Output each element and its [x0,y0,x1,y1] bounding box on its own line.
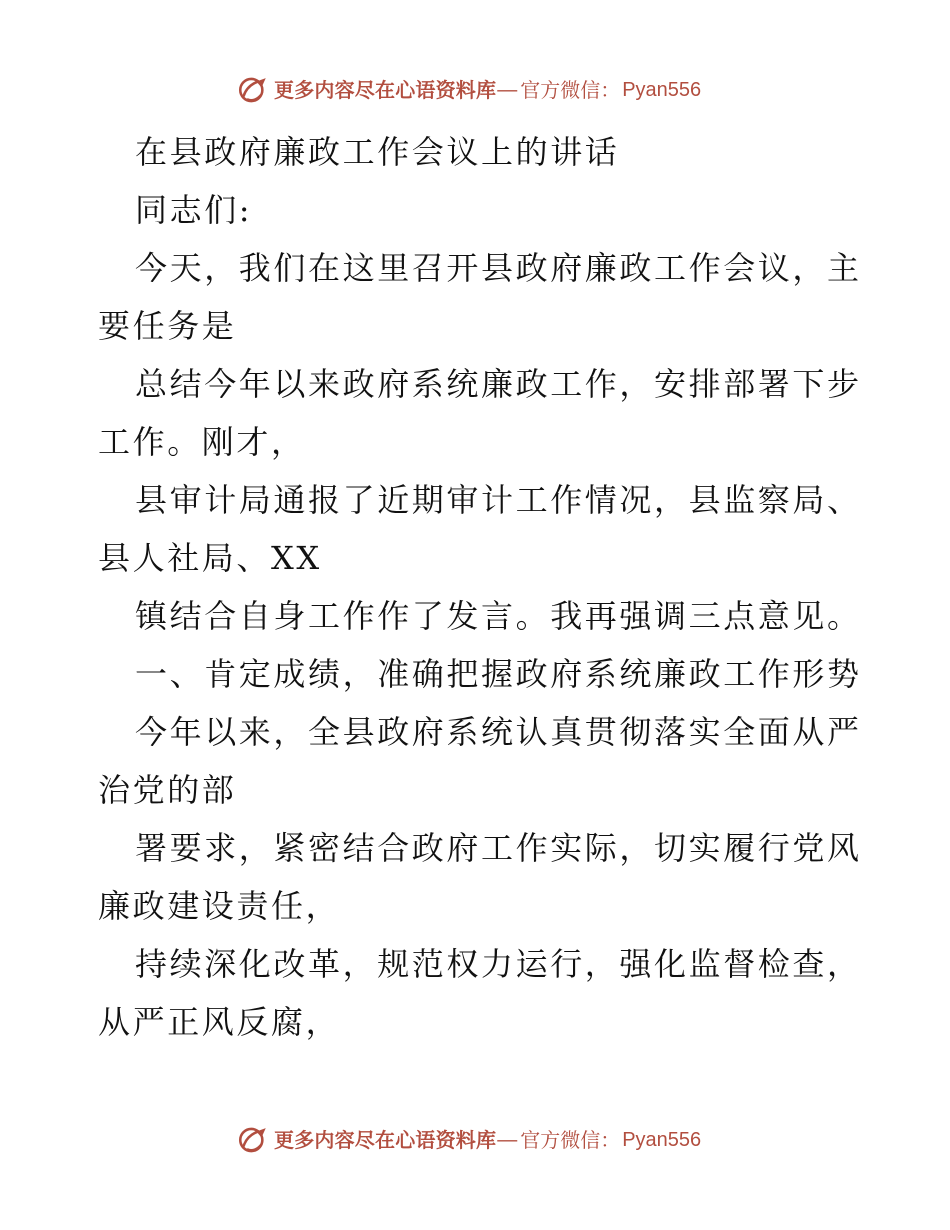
paragraph-line-13: 持续深化改革，规范权力运行，强化监督检查， [135,945,862,983]
paragraph-line-11: 署要求，紧密结合政府工作实际，切实履行党风 [135,829,862,867]
paragraph-line-12: 廉政建设责任， [98,887,341,925]
watermark-text [274,1130,701,1150]
watermark-dash: — [497,1129,518,1151]
paragraph-line-1: 今天，我们在这里召开县政府廉政工作会议，主 [135,249,862,287]
paragraph-line-3: 总结今年以来政府系统廉政工作，安排部署下步 [135,365,862,403]
document-body [98,123,862,1051]
paragraph-line-14: 从严正风反腐， [98,1003,341,1041]
paragraph-line-4: 工作。刚才， [98,423,306,461]
section-heading-1: 一、肯定成绩，准确把握政府系统廉政工作形势 [135,655,862,693]
watermark-wechat-label: 官方微信： [520,78,621,102]
paragraph-line-5: 县审计局通报了近期审计工作情况，县监察局、 [135,481,862,519]
salutation: 同志们: [135,191,253,229]
header-watermark [236,72,736,108]
watermark-dash: — [497,79,518,101]
watermark-main-text: 更多内容尽在心语资料库 [274,1128,497,1152]
paragraph-line-9: 今年以来，全县政府系统认真贯彻落实全面从严 [135,713,862,751]
pen-logo-icon [236,1123,270,1157]
paragraph-line-10: 治党的部 [98,771,237,809]
footer-watermark [236,1122,736,1158]
watermark-main-text: 更多内容尽在心语资料库 [274,78,497,102]
paragraph-line-6: 县人社局、XX [98,539,322,577]
paragraph-line-7: 镇结合自身工作作了发言。我再强调三点意见。 [135,597,862,635]
watermark-wechat-label: 官方微信： [520,1128,621,1152]
document-title: 在县政府廉政工作会议上的讲话 [135,133,620,171]
pen-logo-icon [236,73,270,107]
watermark-wechat-id: Pyan556 [622,79,702,101]
watermark-wechat-id: Pyan556 [622,1129,702,1151]
watermark-text [274,80,701,100]
paragraph-line-2: 要任务是 [98,307,237,345]
